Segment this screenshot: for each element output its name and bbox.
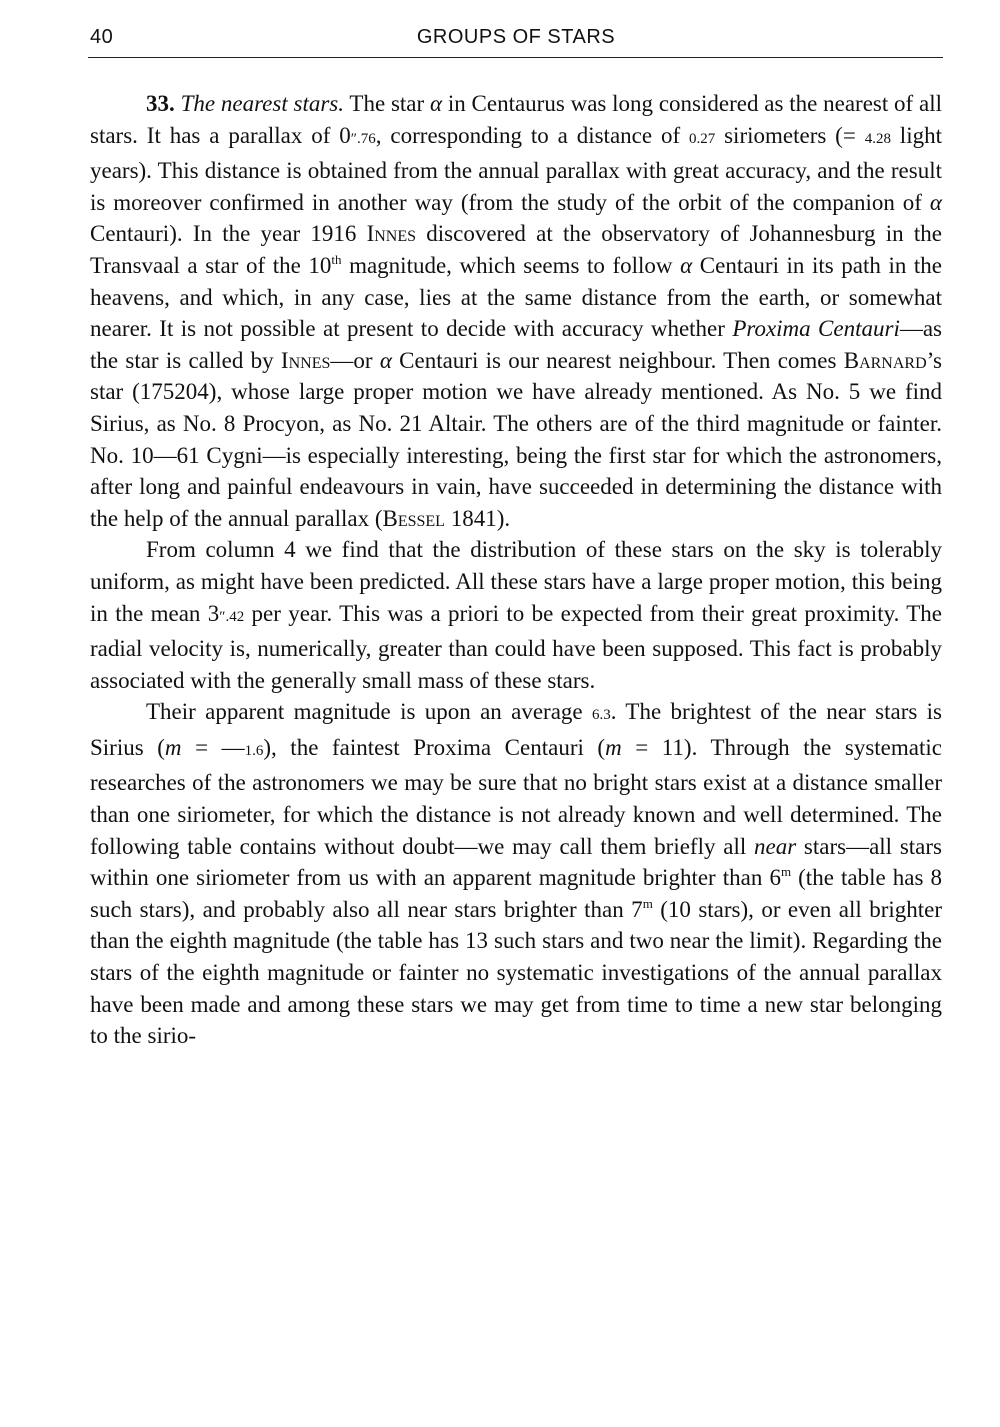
text-run: (10 stars), or even all brighter than the eighth magnitude (the table has 13 such stars and two near the limit). Regarding the stars of the eighth magnitude or fainter no systematic investigations of the annual parallax have been made and among these stars we may get from time to time a new star belonging to the sirio-	[90, 896, 942, 1049]
text-run: siriometers (=	[715, 122, 865, 148]
superscript: th	[331, 251, 342, 267]
parallax-value: ″.76	[350, 130, 376, 147]
text-run: (the table has 8 such stars), and probably also all near stars brighter than 7	[90, 865, 942, 922]
text-run: stars—all stars within one siriometer from us with an apparent magnitude brighter than 6	[90, 833, 942, 891]
text-run: 1841).	[444, 505, 511, 531]
proper-motion-value: ″.42	[219, 608, 245, 625]
text-run: —as the star is called by	[90, 316, 943, 373]
text-run: . The brightest of the near stars is Sirius (	[90, 699, 942, 760]
section-title: The nearest stars.	[180, 91, 345, 116]
section-number: 33.	[146, 91, 175, 116]
text-run: in Centaurus was long considered as the nearest of all stars. It has a parallax of 0	[90, 91, 942, 148]
text-run: = 11). Through the systematic researches of the astronomers we may be sure that no bright stars exist at a distance smaller than one siriometer, for which the distance is not already known and well determined. The following table contains without doubt—we may call them briefly all	[90, 734, 942, 859]
text-run: Centauri is our nearest neighbour. Then comes	[391, 347, 844, 373]
greek-alpha: α	[680, 252, 693, 278]
text-run: , corresponding to a distance of	[375, 122, 689, 148]
header-rule	[88, 57, 943, 58]
running-head: GROUPS OF STARS	[416, 26, 616, 48]
page-number: 40	[90, 26, 114, 48]
star-name: Proxima Centauri	[732, 316, 900, 342]
math-variable: m	[164, 734, 182, 760]
superscript: m	[642, 895, 653, 911]
author-name: Innes	[366, 221, 417, 247]
author-name: Barnard	[843, 347, 927, 373]
page-header	[90, 24, 942, 54]
text-run: Centauri in its path in the heavens, and which, in any case, lies at the same distance from the earth, or somewhat nearer. It is not possible at present to decide with accuracy whether	[90, 252, 943, 342]
greek-alpha: α	[429, 91, 443, 116]
text-run: per year. This was a priori to be expected from their great proximity. The radial velocity is, numerically, greater than could have been supposed. This fact is probably associated with the generally small mass of these stars.	[90, 600, 942, 693]
emphasis: near	[753, 833, 797, 859]
paragraph-1	[90, 88, 942, 534]
body-text	[90, 88, 942, 1052]
text-run: discovered at the observatory of Johannesburg in the Transvaal a star of the 10	[90, 221, 942, 278]
paragraph-3	[90, 696, 942, 1052]
superscript: m	[780, 864, 792, 880]
text-run: = —	[181, 734, 245, 760]
greek-alpha: α	[929, 189, 942, 215]
text-run: ), the faintest Proxima Centauri (	[263, 734, 606, 760]
text-run: Their apparent magnitude is upon an average	[146, 699, 592, 725]
text-run: magnitude, which seems to follow	[341, 252, 681, 278]
author-name: Innes	[280, 347, 331, 373]
text-run: From column 4 we find that the distribution of these stars on the sky is tolerably uniform, as might have been predicted. All these stars have a large proper motion, this being in the mean 3	[90, 537, 942, 626]
distance-value: 0.27	[688, 130, 716, 147]
text-run: ’s star (175204), whose large proper motion we have already mentioned. As No. 5 we find Sirius, as No. 8 Procyon, as No. 21 Altair. The others are of the third magnitude or fainter. No. 10—61 Cygni—is especially interesting, being the first star for which the astronomers, after long and painful endeavours in vain, have succeeded in determining the distance with the help of the annual parallax (	[90, 347, 942, 531]
paragraph-2	[90, 534, 942, 696]
author-name: Bessel	[382, 505, 445, 531]
text-run: The star	[344, 91, 430, 116]
sirius-magnitude-value: 1.6	[244, 742, 264, 759]
math-variable: m	[605, 734, 622, 760]
greek-alpha: α	[379, 347, 392, 373]
light-years-value: 4.28	[864, 130, 891, 147]
text-run: —or	[330, 347, 380, 373]
text-run: light years). This distance is obtained from the annual parallax with great accuracy, and the result is moreover confirmed in another way (from the study of the orbit of the companion of	[90, 122, 942, 215]
average-magnitude-value: 6.3	[591, 707, 611, 724]
text-run: Centauri). In the year 1916	[90, 221, 367, 247]
